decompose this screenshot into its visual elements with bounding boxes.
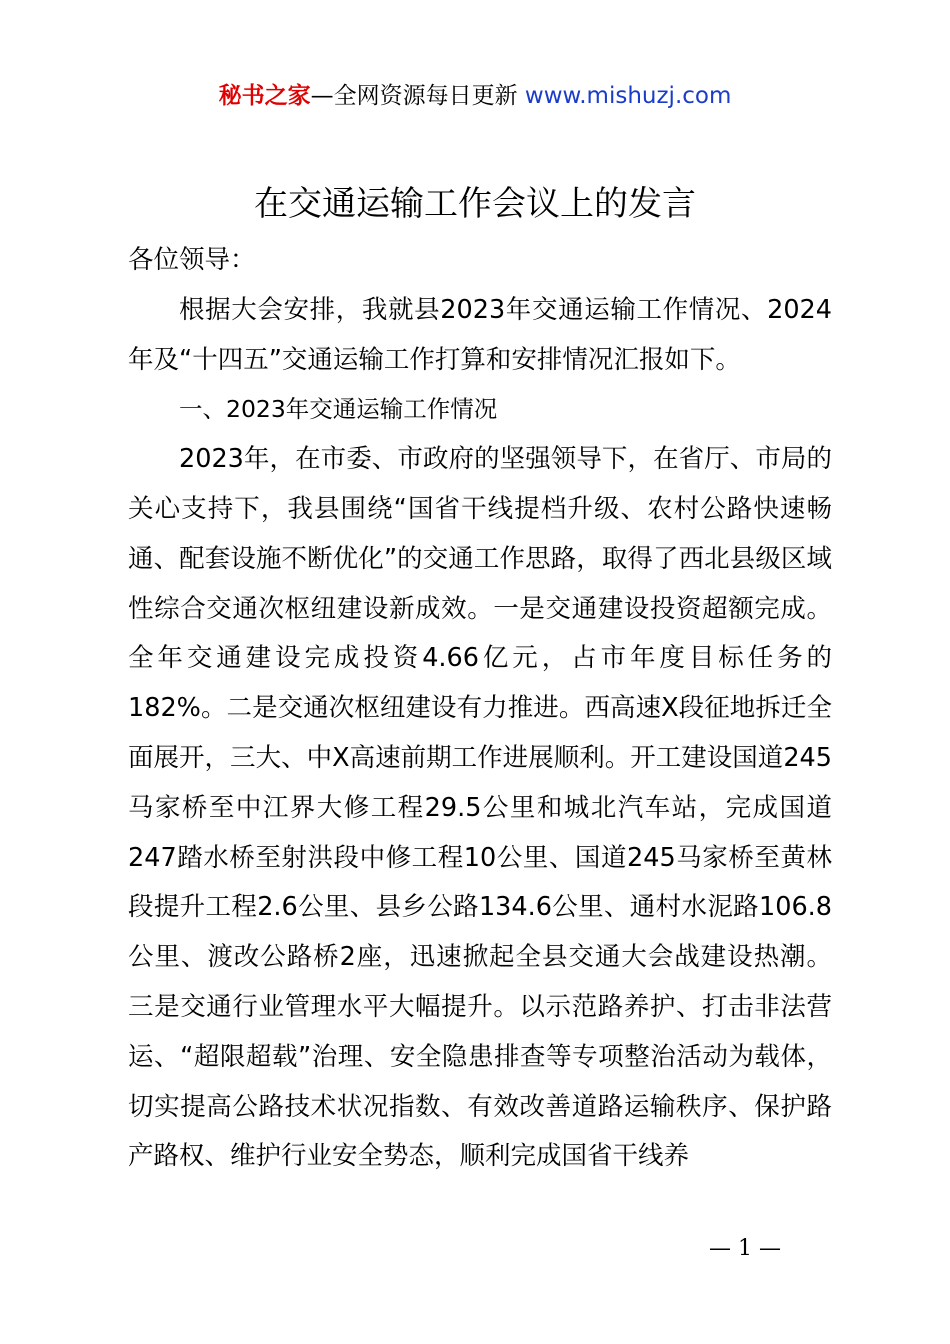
document-body bbox=[128, 236, 832, 1182]
site-url-link[interactable]: www.mishuzj.com bbox=[524, 83, 732, 109]
salutation: 各位领导： bbox=[128, 245, 256, 275]
page-number: — 1 — bbox=[709, 1236, 781, 1261]
document-title: 在交通运输工作会议上的发言 bbox=[254, 184, 696, 224]
header-tagline: —全网资源每日更新 bbox=[310, 83, 525, 109]
section-paragraph: 2023年，在市委、市政府的坚强领导下，在省厅、市局的关心支持下，我县围绕“国省干线提档升级、农村公路快速畅通、配套设施不断优化”的交通工作思路，取得了西北县级区域性综合交通次枢纽建设新成效。一是交通建设投资超额完成。全年交通建设完成投资4.66亿元，占市年度目标任务的182%。二是交通次枢纽建设有力推进。西高速X段征地拆迁全面展开，三大、中X高速前期工作进展顺利。开工建设国道245马家桥至中江界大修工程29.5公里和城北汽车站，完成国道247踏水桥至射洪段中修工程10公里、国道245马家桥至黄林段提升工程2.6公里、县乡公路134.6公里、通村水泥路106.8公里、渡改公路桥2座，迅速掀起全县交通大会战建设热潮。三是交通行业管理水平大幅提升。以示范路养护、打击非法营运、“超限超载”治理、安全隐患排查等专项整治活动为载体，切实提高公路技术状况指数、有效改善道路运输秩序、保护路产路权、维护行业安全势态，顺利完成国省干线养 bbox=[128, 444, 832, 1172]
site-header bbox=[0, 80, 950, 112]
section-heading: 一、2023年交通运输工作情况 bbox=[179, 395, 498, 424]
intro-paragraph: 根据大会安排，我就县2023年交通运输工作情况、2024年及“十四五”交通运输工作打算和安排情况汇报如下。 bbox=[128, 294, 832, 375]
brand-name: 秘书之家 bbox=[218, 83, 311, 109]
